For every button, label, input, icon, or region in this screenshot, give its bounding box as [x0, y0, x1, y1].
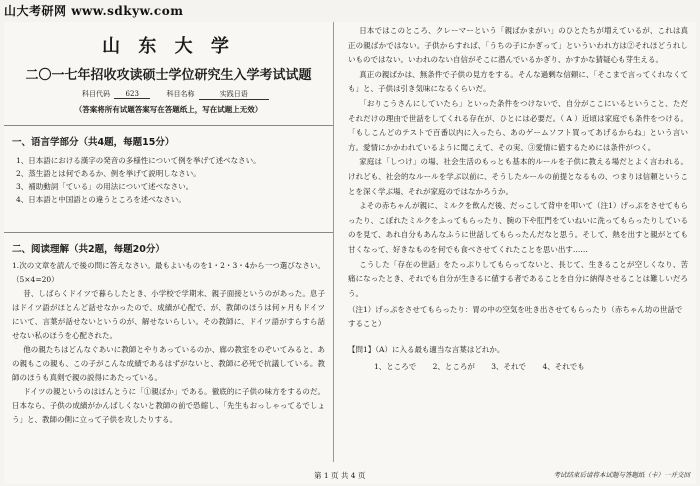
right-paragraph-4: 家庭は「しつけ」の場、社会生活のもっとも基本的ルールを子供に教える場だとよく言われる。けれども、社会的なルールを学ぶ以前に、そうしたルールの前提となるもの、つまりは信頼ということを深く学ぶ場、それが家庭のではなかろうか。 — [348, 157, 688, 196]
university-name: 山 东 大 学 — [102, 36, 235, 57]
reading-paragraph-3: ドイツの親というのはほんとうに「①親ばか」である。徹底的に子供の味方をするのだ。日本なら、子供の成績がかんばしくないと教師の前で恐縮し、「先生もおっしゃってるでしょう」と、教師の側に立って子供を攻したりする。 — [12, 387, 325, 424]
exam-sheet — [4, 22, 696, 484]
question-4: 4、日本語と中国語との違うところを述べなさい。 — [16, 195, 186, 204]
subject-label: 科目名称 — [166, 90, 195, 98]
exam-title: 二〇一七年招收攻读硕士学位研究生入学考试试题 — [25, 68, 312, 83]
page-number: 第 1 页 共 4 页 — [314, 471, 366, 480]
page-footer — [4, 470, 696, 484]
subject-value: 实践日语 — [199, 89, 269, 100]
exam-meta — [82, 89, 325, 100]
code-value: 623 — [114, 90, 150, 99]
right-paragraph-2: 真正の親ばかは、無条件で子供の見方をする。そんな過剰な信頼に、「そこまで言ってくれなくても」と、子供は引き気味になるくらいだ。 — [348, 69, 688, 94]
choice-1: 1、ところで — [374, 362, 417, 372]
right-paragraph-5: よその赤ちゃんが親に、ミルクを飲んだ後、だっこして背中を叩いて（注1）げっぷをさせてもらったり、こぼれたミルクをふってもらったり、腕の下や肛門をていねいに洗ってもらったりしているのを見て、あれ自分もあんなふうに世話してもらったんだなと思う。そして、熱を出すと親がとても甘くなって、好きなものを何でも食べさせてくれたことを思い出す…… — [348, 201, 688, 254]
reading-intro: 1.次の文章を読んで後の問に答えなさい。最もよいものを1・2・3・4から一つ選びなさい。（5×4=20） — [12, 261, 325, 284]
right-column — [340, 22, 696, 462]
divider — [4, 232, 333, 233]
choice-3: 3、それで — [491, 362, 527, 372]
section1-title: 一、语言学部分（共4题，每题15分） — [12, 137, 175, 148]
reading-paragraph-2: 他の親たちはどんなぐあいに教師とやりあっているのか、廊の教室をのぞいてみると、あの親もこの親も、この子がこんな成績であるはずがないと、教師に必死で抗議している。教師のほうも真剣で親の説得にあたっている。 — [12, 345, 325, 382]
return-notice: 考试结束后请将本试题与答题纸（卡）一并交回 — [553, 471, 690, 479]
right-paragraph-6: こうした「存在の世話」をたっぷりしてもらってないと、長じて、生きることが空しくなり、苦痛になったとき、それでも自分が生きるに値する者であることを自分に納得させることは難しいだろう。 — [348, 259, 688, 298]
site-watermark — [4, 2, 183, 19]
footnote: （注1）げっぷをさせてもらったり：胃の中の空気を吐き出させてもらったり（赤ちゃん坊の世話ですること） — [348, 305, 683, 329]
choice-2: 2、ところが — [432, 362, 475, 372]
question-2: 2、蒸生語とは何であるか、例を挙げて説明しなさい。 — [16, 169, 201, 178]
left-column — [4, 22, 334, 462]
reading-paragraph-1: 昔、しばらくドイツで暮らしたとき、小学校で学期末、親子面接というのがあった。息子はドイツ語がほとんど話せなかったので、成績が心配で、が、教師のほうは何ヶ月もドイツにいて、言葉が話せないというのが、解せないらしい。その教師に、ドイツ語がすらすら話せない私のほうを心配された。 — [12, 289, 325, 340]
section2-title: 二、阅读理解（共2题，每题20分） — [12, 244, 165, 255]
question-prompt: 【問1】（A）に入る最も適当な言葉はどれか。 — [348, 345, 505, 355]
right-paragraph-1: 日本ではこのところ、クレーマーという「親ばかまがい」のひとたちが増えているが、これは真正の親ばかではない。子供からすれば、「うちの子にかぎって」といういわれ方は②それほどうれしいものではない。いわれのない自信がそこに潜んでいるかぎり、かすかな猜疑心も芽生える。 — [348, 26, 688, 65]
code-label: 科目代码 — [82, 90, 110, 98]
right-paragraph-3: 「おりこうさんにしていたら」といった条件をつけないで、自分がここにいるということ、ただそれだけの理由で世話をしてくれる存在が、ひとには必要だ。（ A ）近頃は家庭でも条件をつける。「もしこんどのテストで百番以内に入ったら、あのゲームソフト買ってあげるからね」という言い方。愛情にかかわれているように聞こえて、その実、③愛情に値するためには条件がつく。 — [348, 98, 688, 152]
question-1: 1、日本語における漢字の発音の多様性について例を挙げて述べなさい。 — [16, 156, 261, 165]
watermark-cn: 山大考研网 — [4, 4, 67, 18]
choice-4: 4、それでも — [542, 362, 585, 372]
divider — [4, 125, 333, 126]
answer-notice: （答案将所有试题答案写在答题纸上，写在试题上无效） — [74, 105, 263, 114]
answer-choices — [374, 361, 688, 372]
question-3: 3、補助動詞「ている」の用法について述べなさい。 — [16, 182, 194, 191]
watermark-url: www.sdkyw.com — [71, 4, 184, 18]
